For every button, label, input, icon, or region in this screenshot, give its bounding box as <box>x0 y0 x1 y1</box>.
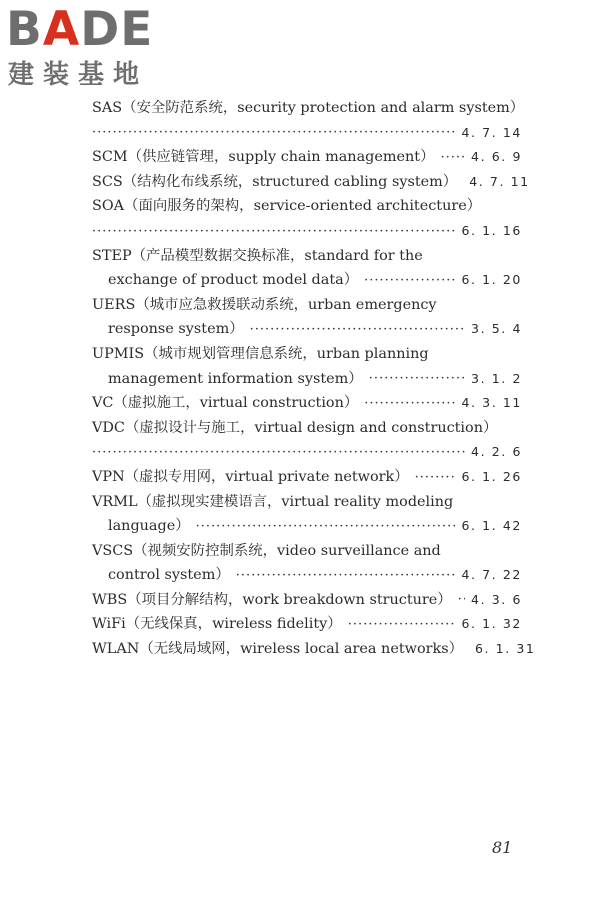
section-reference: 6. 1. 31 <box>474 641 536 657</box>
entry-continuation-line <box>92 268 522 293</box>
dot-leader <box>458 589 465 603</box>
entry-term-line <box>92 612 522 637</box>
section-reference: 4. 7. 22 <box>461 567 522 583</box>
entry-term-line <box>92 539 522 564</box>
entry-reference-line <box>92 121 522 146</box>
entry-term: VRML（虚拟现实建模语言，virtual reality modeling <box>92 493 454 510</box>
index-entry <box>92 293 522 342</box>
section-reference: 3. 5. 4 <box>471 321 522 337</box>
index-entry <box>92 194 522 243</box>
dot-leader <box>364 393 455 407</box>
index-entry <box>92 244 522 293</box>
dot-leader <box>196 516 456 530</box>
index-entry <box>92 612 522 637</box>
dot-leader <box>236 565 456 579</box>
entry-term: exchange of product model data） <box>108 272 359 289</box>
entry-term: response system） <box>108 321 244 338</box>
dot-leader <box>364 270 455 284</box>
index-entry <box>92 490 522 539</box>
section-reference: 4. 2. 6 <box>471 444 522 460</box>
entry-term-line <box>92 416 522 441</box>
index-entry <box>92 170 530 195</box>
entry-term: STEP（产品模型数据交换标准，standard for the <box>92 247 423 264</box>
dot-leader <box>348 614 456 628</box>
entry-term: management information system） <box>108 370 363 387</box>
section-reference: 4. 7. 11 <box>469 173 530 189</box>
section-reference: 4. 3. 11 <box>461 395 522 411</box>
dot-leader <box>92 442 465 456</box>
entry-term: UPMIS（城市规划管理信息系统，urban planning <box>92 345 429 362</box>
index-entry <box>92 416 522 465</box>
section-reference: 4. 3. 6 <box>471 591 522 607</box>
section-reference: 6. 1. 26 <box>461 468 522 484</box>
index-entry <box>92 465 522 490</box>
entry-term-line <box>92 194 522 219</box>
page-number: 81 <box>492 838 513 857</box>
index-entry <box>92 637 536 662</box>
entry-term-line <box>92 145 522 170</box>
dot-leader <box>92 221 455 235</box>
logo-subtitle: 建装基地 <box>8 60 149 90</box>
section-reference: 6. 1. 16 <box>461 222 522 238</box>
index-entry <box>92 145 522 170</box>
index-entry <box>92 588 522 613</box>
entry-term-line <box>92 342 522 367</box>
entry-term: VDC（虚拟设计与施工，virtual design and construction） <box>92 419 498 436</box>
entry-reference-line <box>92 219 522 244</box>
section-reference: 6. 1. 20 <box>461 272 522 288</box>
entry-term: SOA（面向服务的架构，service-oriented architecture） <box>92 198 482 215</box>
entry-term: WLAN（无线局域网，wireless local area networks） <box>92 641 463 658</box>
entry-term-line <box>92 490 522 515</box>
entry-continuation-line <box>92 563 522 588</box>
logo-wordmark: BADE <box>6 2 154 57</box>
entry-term-line <box>92 465 522 490</box>
entry-term: UERS（城市应急救援联动系统，urban emergency <box>92 296 437 313</box>
dot-leader <box>415 467 456 481</box>
bade-logo <box>6 2 176 97</box>
entry-term: SCM（供应链管理，supply chain management） <box>92 149 435 166</box>
entry-term: control system） <box>108 567 230 584</box>
index-entry <box>92 391 522 416</box>
entry-term-line <box>92 391 522 416</box>
entry-term-line <box>92 244 522 269</box>
section-reference: 3. 1. 2 <box>471 370 522 386</box>
index-entry <box>92 96 525 145</box>
index-entry <box>92 342 522 391</box>
section-reference: 6. 1. 42 <box>461 518 522 534</box>
entry-term-line <box>92 637 536 662</box>
dot-leader <box>440 147 465 161</box>
entry-term-line <box>92 588 522 613</box>
entry-continuation-line <box>92 367 522 392</box>
index-entry <box>92 539 522 588</box>
entry-term-line <box>92 293 522 318</box>
entry-term: WiFi（无线保真，wireless fidelity） <box>92 616 342 633</box>
section-reference: 4. 6. 9 <box>471 149 522 165</box>
entry-term: VPN（虚拟专用网，virtual private network） <box>92 468 409 485</box>
dot-leader <box>92 122 455 136</box>
entry-term-line <box>92 170 530 195</box>
section-reference: 4. 7. 14 <box>461 124 522 140</box>
entry-term: language） <box>108 518 190 535</box>
entry-term: SCS（结构化布线系统，structured cabling system） <box>92 173 458 190</box>
entry-term: VC（虚拟施工，virtual construction） <box>92 395 359 412</box>
dot-leader <box>250 319 465 333</box>
dot-leader <box>369 368 465 382</box>
abbreviation-index <box>92 96 536 662</box>
entry-term: SAS（安全防范系统，security protection and alarm system） <box>92 100 525 116</box>
entry-continuation-line <box>92 514 522 539</box>
section-reference: 6. 1. 32 <box>461 616 522 632</box>
entry-reference-line <box>92 440 522 465</box>
entry-term: VSCS（视频安防控制系统，video surveillance and <box>92 542 441 559</box>
entry-term: WBS（项目分解结构，work breakdown structure） <box>92 591 452 608</box>
entry-continuation-line <box>92 317 522 342</box>
entry-term-line <box>92 96 525 121</box>
